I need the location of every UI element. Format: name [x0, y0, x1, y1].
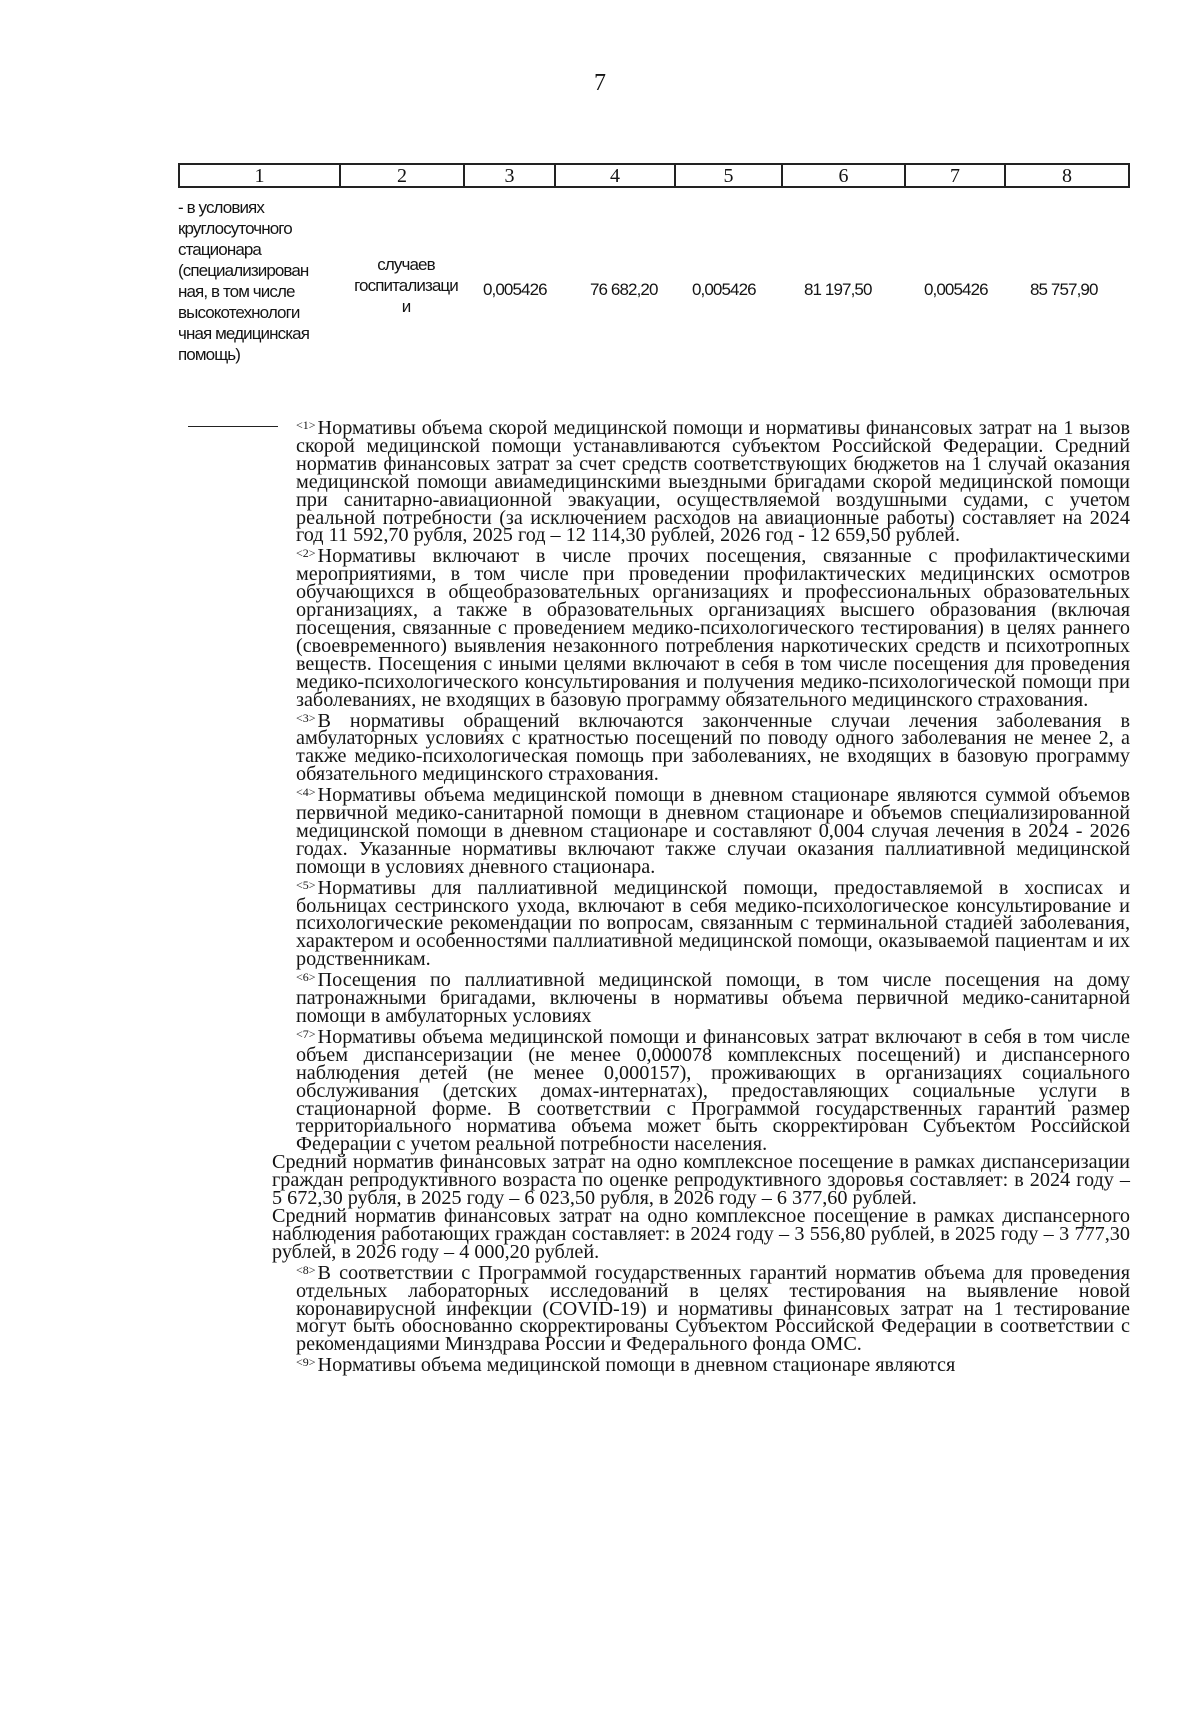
footnote-9 [188, 1354, 1130, 1375]
paragraph-dispensary-observation: Средний норматив финансовых затрат на одно комплексное посещение в рамках диспансерного наблюдения работающих граждан составляет: в 2024 году – 3 556,80 рублей, в 2025 году – 3 777,30 рублей, в 2026 году – 4 000,20 рублей. [272, 1204, 1130, 1263]
column-number-8: 8 [1005, 164, 1129, 187]
footnote-text: Нормативы объема медицинской помощи в дневном стационаре являются [317, 1354, 956, 1377]
footnote-marker: <3> [296, 710, 316, 725]
footnote-marker: <1> [296, 418, 316, 432]
column-number-4: 4 [555, 164, 675, 187]
footnote-marker: <2> [296, 546, 316, 561]
footnote-text: В соответствии с Программой государственных гарантий норматив объема для проведения отдельных лабораторных исследований в целях тестирования на выявление новой коронавирусной инфекции (COVID-19) и нормативы финансовых затрат на 1 тестирование могут быть обоснованно скорректированы Субъектом Российской Федерации в соответствии с рекомендациями Минздрава России и Федерального фонда ОМС. [296, 1261, 1130, 1356]
footnote-text: Посещения по паллиативной медицинской помощи, в том числе посещения на дому патронажными бригадами, включены в нормативы объема первичной медико-санитарной помощи в амбулаторных условиях [296, 969, 1130, 1027]
footnote-text: Нормативы объема скорой медицинской помощи и нормативы финансовых затрат на 1 вызов скорой медицинской помощи устанавливаются субъектом Российской Федерации. Средний норматив финансовых затрат за счет средств соответствующих бюджетов на 1 случай оказания медицинской помощи авиамедицинскими выездными бригадами скорой медицинской помощи при санитарно-авиационной эвакуации, осуществляемой воздушными судами, с учетом реальной потребности (за исключением расходов на авиационные работы) составляет на 2024 год 11 592,70 рубля, 2025 год – 12 114,30 рублей, 2026 год - 12 659,50 рублей. [296, 417, 1130, 547]
footnote-text: В нормативы обращений включаются законченные случаи лечения заболевания в амбулаторных условиях с кратностью посещений по поводу одного заболевания не менее 2, а также медико-психологическая помощь при заболеваниях, не входящих в базовую программу обязательного медицинского страхования. [296, 709, 1130, 786]
footnote-8 [188, 1262, 1130, 1355]
row-value-col5: 0,005426 [692, 280, 756, 299]
row-unit: случаев госпитализаци и [354, 255, 458, 316]
footnote-marker: <7> [296, 1026, 316, 1041]
page-number: 7 [594, 70, 606, 96]
footnote-marker: <8> [296, 1262, 316, 1277]
column-number-2: 2 [340, 164, 464, 187]
footnote-text: Нормативы объема медицинской помощи и финансовых затрат включают в себя в том числе объем диспансеризации (не менее 0,000078 комплексных посещений) и диспансерного наблюдения детей (не менее 0,000157), проживающих в организациях социального обслуживания (детских домах-интернатах), предоставляющих социальные услуги в стационарной форме. В соответствии с Программой государственных гарантий размер территориального норматива объема может быть скорректирован Субъектом Российской Федерации с учетом реальной потребности населения. [296, 1025, 1130, 1156]
column-number-3: 3 [464, 164, 555, 187]
footnote-4 [188, 784, 1130, 877]
table-header-row [178, 163, 1130, 188]
row-care-type: - в условиях круглосуточного стационара (специализирован ная, в том числе высокотехнологи чная медицинская помощь) [178, 198, 310, 364]
footnote-text: Нормативы включают в числе прочих посещения, связанные с профилактическими мероприятиями, в том числе при проведении профилактических медицинских осмотров обучающихся в общеобразовательных организациях и профессиональных образовательных организациях, а также в образовательных организациях высшего образования (включая посещения, связанные с проведением медико-психологического тестирования) в целях раннего (своевременного) выявления незаконного потребления наркотических средств и психотропных веществ. Посещения с иными целями включают в себя в том числе посещения для проведения медико-психологического консультирования и получения медико-психологической помощи при заболеваниях, не входящих в базовую программу обязательного медицинского страхования. [296, 545, 1130, 711]
footnotes-section [188, 417, 1130, 1375]
footnote-7 [188, 1026, 1130, 1154]
table-row [178, 197, 1138, 387]
column-number-1: 1 [179, 164, 340, 187]
footnote-text: Нормативы объема медицинской помощи в дневном стационаре являются суммой объемов первичной медико-санитарной помощи в дневном стационаре и объемов специализированной медицинской помощи в дневном стационаре и составляют 0,004 случая лечения в 2024 - 2026 годах. Указанные нормативы включают также случаи оказания паллиативной медицинской помощи в условиях дневного стационара. [296, 784, 1130, 878]
footnote-2 [188, 545, 1130, 709]
footnote-3 [188, 710, 1130, 785]
paragraph-reproductive-screening: Средний норматив финансовых затрат на одно комплексное посещение в рамках диспансеризации граждан репродуктивного возраста по оценке репродуктивного здоровья составляет: в 2024 году – 5 672,30 рубля, в 2025 году – 6 023,50 рубля, в 2026 году – 6 377,60 рублей. [272, 1151, 1130, 1210]
column-number-6: 6 [782, 164, 905, 187]
footnote-5 [188, 877, 1130, 970]
footnote-marker: <4> [296, 785, 316, 800]
row-value-col4: 76 682,20 [590, 280, 658, 299]
footnote-marker: <6> [296, 970, 316, 985]
row-value-col7: 0,005426 [924, 280, 988, 299]
row-value-col6: 81 197,50 [804, 280, 872, 299]
footnote-text: Нормативы для паллиативной медицинской помощи, предоставляемой в хосписах и больницах сестринского ухода, включают в себя медико-психологическое консультирование и психологические рекомендации по вопросам, связанным с терминальной стадией заболевания, характером и особенностями паллиативной медицинской помощи, оказываемой пациентам и их родственникам. [296, 876, 1130, 971]
row-value-col8: 85 757,90 [1030, 280, 1098, 299]
footnote-marker: <9> [296, 1355, 316, 1370]
column-number-7: 7 [905, 164, 1005, 187]
column-number-5: 5 [675, 164, 782, 187]
footnote-marker: <5> [296, 877, 316, 892]
footnote-6 [188, 969, 1130, 1026]
row-value-col3: 0,005426 [483, 280, 547, 299]
footnote-1 [188, 417, 1130, 545]
